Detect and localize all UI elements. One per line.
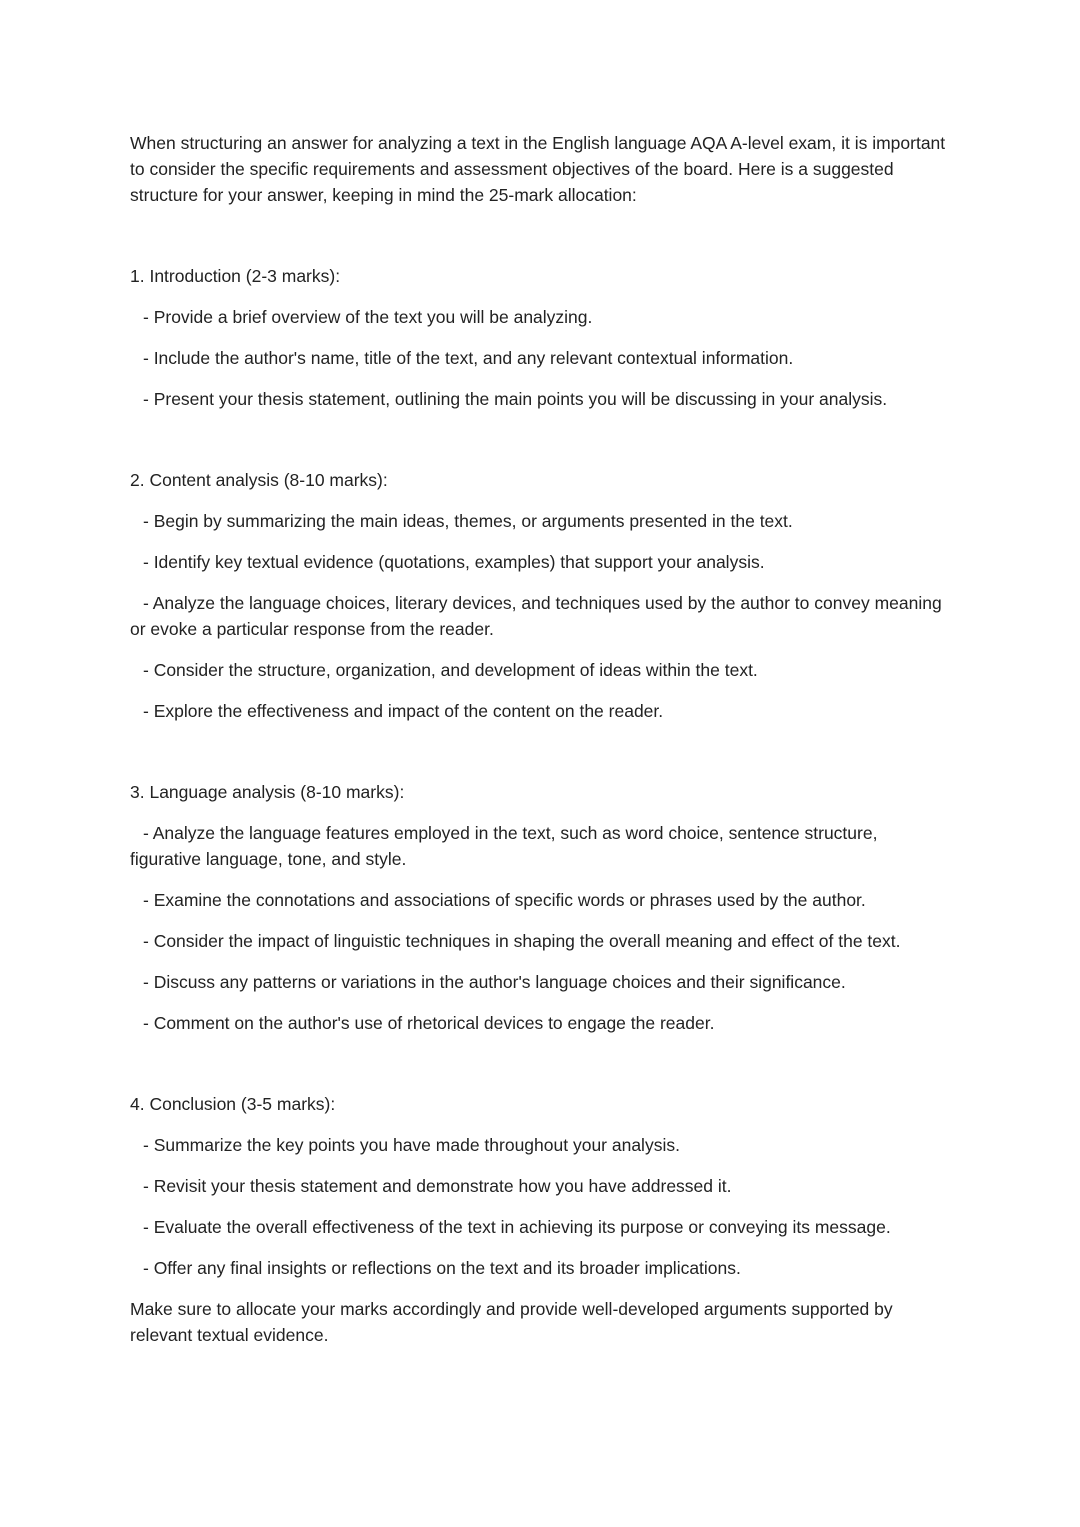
section-language-analysis xyxy=(130,779,950,1036)
section-title: 4. Conclusion (3-5 marks): xyxy=(130,1094,336,1114)
bullet-item: - Present your thesis statement, outlining the main points you will be discussing in your analysis. xyxy=(143,389,888,409)
section-title: 1. Introduction (2-3 marks): xyxy=(130,266,341,286)
bullet-item: - Offer any final insights or reflections on the text and its broader implications. xyxy=(143,1258,741,1278)
bullet-item: - Consider the structure, organization, and development of ideas within the text. xyxy=(143,660,758,680)
bullet-item: - Summarize the key points you have made throughout your analysis. xyxy=(143,1135,680,1155)
bullet-item: - Include the author's name, title of the text, and any relevant contextual information. xyxy=(143,348,794,368)
intro-paragraph: When structuring an answer for analyzing a text in the English language AQA A-level exam, it is important to consider the specific requirements and assessment objectives of the board. Here is a suggested structure for your answer, keeping in mind the 25-mark allocation: xyxy=(130,133,946,205)
bullet-item: - Begin by summarizing the main ideas, themes, or arguments presented in the text. xyxy=(143,511,793,531)
bullet-item: - Identify key textual evidence (quotations, examples) that support your analysis. xyxy=(143,552,765,572)
section-introduction xyxy=(130,263,950,412)
bullet-item: - Revisit your thesis statement and demonstrate how you have addressed it. xyxy=(143,1176,732,1196)
document-page xyxy=(130,130,950,1348)
section-title: 3. Language analysis (8-10 marks): xyxy=(130,782,405,802)
closing-paragraph: Make sure to allocate your marks accordingly and provide well-developed arguments supported by relevant textual evidence. xyxy=(130,1299,893,1345)
section-title: 2. Content analysis (8-10 marks): xyxy=(130,470,388,490)
section-conclusion xyxy=(130,1091,950,1281)
bullet-item: - Explore the effectiveness and impact of the content on the reader. xyxy=(143,701,664,721)
bullet-item: - Evaluate the overall effectiveness of the text in achieving its purpose or conveying its message. xyxy=(143,1217,891,1237)
bullet-item: - Comment on the author's use of rhetorical devices to engage the reader. xyxy=(143,1013,715,1033)
section-content-analysis xyxy=(130,467,950,724)
bullet-item: - Discuss any patterns or variations in the author's language choices and their significance. xyxy=(143,972,846,992)
bullet-item: - Examine the connotations and associations of specific words or phrases used by the author. xyxy=(143,890,866,910)
bullet-item: - Consider the impact of linguistic techniques in shaping the overall meaning and effect of the text. xyxy=(143,931,901,951)
bullet-item: - Analyze the language choices, literary devices, and techniques used by the author to convey meaning or evoke a particular response from the reader. xyxy=(130,593,942,639)
bullet-item: - Analyze the language features employed in the text, such as word choice, sentence structure, figurative language, tone, and style. xyxy=(130,823,878,869)
bullet-item: - Provide a brief overview of the text you will be analyzing. xyxy=(143,307,593,327)
